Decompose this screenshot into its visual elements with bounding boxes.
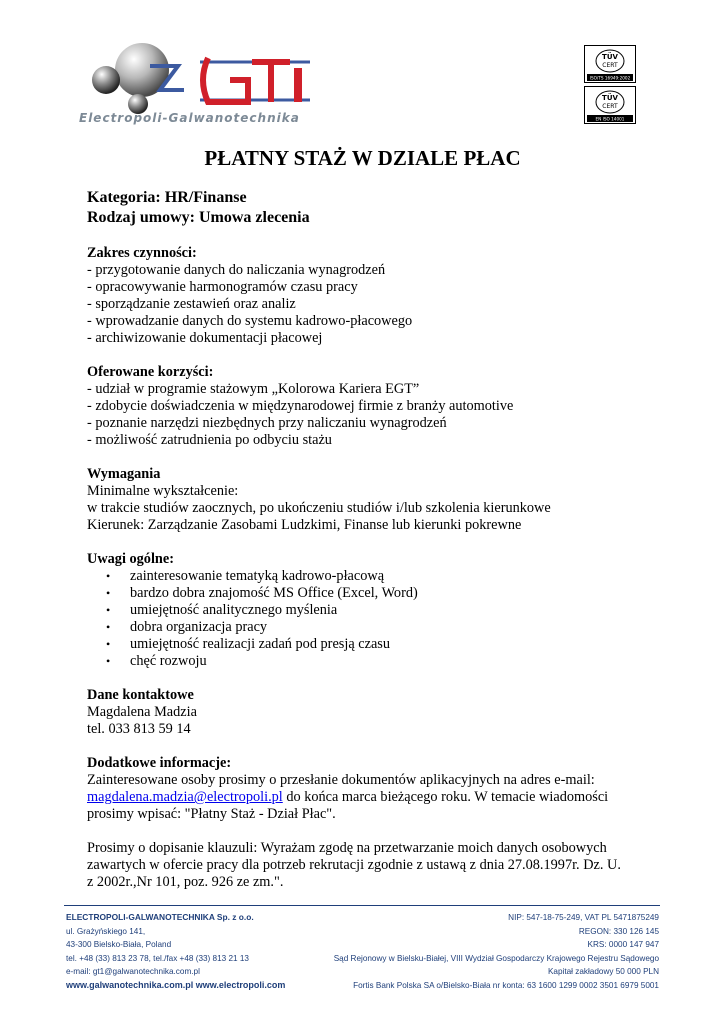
footer-city: 43-300 Bielsko-Biała, Poland [66, 940, 172, 949]
contact-phone: tel. 033 813 59 14 [87, 721, 191, 737]
cert-sub: CERT [602, 62, 618, 69]
footer-regon: REGON: 330 126 145 [578, 926, 659, 936]
additional-line: magdalena.madzia@electropoli.pl do końca marca bieżącego roku. W temacie wiadomości [87, 789, 609, 805]
footer-websites[interactable]: www.galwanotechnika.com.pl www.electropoli.com [66, 979, 286, 990]
cert-label: ISO/TS 16949:2002 [589, 75, 631, 81]
category: Kategoria: HR/Finanse [87, 189, 247, 206]
footer-address [66, 911, 285, 992]
contract-type: Rodzaj umowy: Umowa zlecenia [87, 209, 310, 226]
bullet-icon: • [106, 586, 111, 600]
duties-heading: Zakres czynności: [87, 245, 197, 261]
footer-company: ELECTROPOLI-GALWANOTECHNIKA Sp. z o.o. [66, 912, 254, 922]
notes-list [87, 568, 647, 670]
cert-sub: CERT [602, 103, 618, 110]
letterhead [0, 0, 725, 140]
job-offer-body [87, 188, 647, 891]
footer-nip: NIP: 547-18-75-249, VAT PL 5471875249 [508, 913, 659, 922]
footer-phone: tel. +48 (33) 813 23 78, tel./fax +48 (33) 813 21 13 [66, 953, 249, 963]
footer-street: ul. Grażyńskiego 141, [66, 926, 146, 936]
consent-clause: Prosimy o dopisanie klauzuli: Wyrażam zgodę na przetwarzanie moich danych osobowych [87, 840, 607, 856]
bullet-icon: • [106, 603, 111, 617]
benefit-item: - poznanie narzędzi niezbędnych przy naliczaniu wynagrodzeń [87, 415, 447, 431]
cert-brand: TÜV [602, 94, 618, 102]
additional-line: Zainteresowane osoby prosimy o przesłanie dokumentów aplikacyjnych na adres e-mail: [87, 772, 595, 788]
requirement-line: Kierunek: Zarządzanie Zasobami Ludzkimi, Finanse lub kierunki pokrewne [87, 517, 522, 533]
bullet-icon: • [106, 654, 111, 668]
list-item: • umiejętność analitycznego myślenia [106, 602, 338, 618]
email-link[interactable]: magdalena.madzia@electropoli.pl [87, 789, 283, 805]
page-title: PŁATNY STAŻ W DZIALE PŁAC [204, 146, 521, 170]
benefit-item: - udział w programie stażowym „Kolorowa Kariera EGT” [87, 381, 420, 397]
list-item: • zainteresowanie tematyką kadrowo-płacową [106, 568, 385, 584]
duty-item: - sporządzanie zestawień oraz analiz [87, 296, 296, 312]
bullet-icon: • [106, 569, 111, 583]
benefit-item: - możliwość zatrudnienia po odbyciu stażu [87, 432, 332, 448]
cert-label: EN ISO 14001 [595, 116, 625, 122]
benefits-heading: Oferowane korzyści: [87, 364, 214, 380]
footer-krs: KRS: 0000 147 947 [587, 940, 659, 949]
duty-item: - przygotowanie danych do naliczania wynagrodzeń [87, 262, 386, 278]
footer-registration [334, 911, 659, 992]
contact-name: Magdalena Madzia [87, 704, 197, 720]
cert-brand: TÜV [602, 53, 618, 61]
footer-capital: Kapitał zakładowy 50 000 PLN [547, 967, 659, 976]
duty-item: - opracowywanie harmonogramów czasu pracy [87, 279, 358, 295]
list-item: • dobra organizacja pracy [106, 619, 268, 635]
requirement-line: Minimalne wykształcenie: [87, 483, 239, 499]
duty-item: - archiwizowanie dokumentacji płacowej [87, 330, 323, 346]
list-item: • chęć rozwoju [106, 653, 207, 669]
duty-item: - wprowadzanie danych do systemu kadrowo-płacowego [87, 313, 413, 329]
requirement-line: w trakcie studiów zaocznych, po ukończeniu studiów i/lub szkolenia kierunkowe [87, 500, 551, 516]
notes-heading: Uwagi ogólne: [87, 551, 174, 567]
tuv-cert-badge [584, 86, 636, 124]
footer-email: e-mail: gt1@galwanotechnika.com.pl [66, 967, 200, 976]
company-name: Electropoli-Galwanotechnika [79, 111, 300, 125]
footer-divider [64, 905, 660, 906]
consent-clause: zawartych w ofercie pracy dla potrzeb rekrutacji zgodnie z ustawą z dnia 27.08.1997r. Dz. U. [87, 857, 621, 873]
consent-clause: z 2002r.,Nr 101, poz. 926 ze zm.". [87, 874, 284, 890]
tuv-cert-badge [584, 45, 636, 83]
list-item: • bardzo dobra znajomość MS Office (Excel, Word) [106, 585, 418, 601]
list-item: • umiejętność realizacji zadań pod presją czasu [106, 636, 390, 652]
footer-bank: Fortis Bank Polska SA o/Bielsko-Biała nr konta: 63 1600 1299 0002 3501 6979 5001 [353, 980, 659, 990]
additional-heading: Dodatkowe informacje: [87, 755, 232, 771]
contact-heading: Dane kontaktowe [87, 687, 194, 703]
bullet-icon: • [106, 620, 111, 634]
benefit-item: - zdobycie doświadczenia w międzynarodowej firmie z branży automotive [87, 398, 514, 414]
footer-court: Sąd Rejonowy w Bielsku-Białej, VIII Wydział Gospodarczy Krajowego Rejestru Sądowego [333, 953, 659, 963]
requirements-heading: Wymagania [87, 466, 161, 482]
bullet-icon: • [106, 637, 111, 651]
additional-line: prosimy wpisać: "Płatny Staż - Dział Płac". [87, 806, 336, 822]
